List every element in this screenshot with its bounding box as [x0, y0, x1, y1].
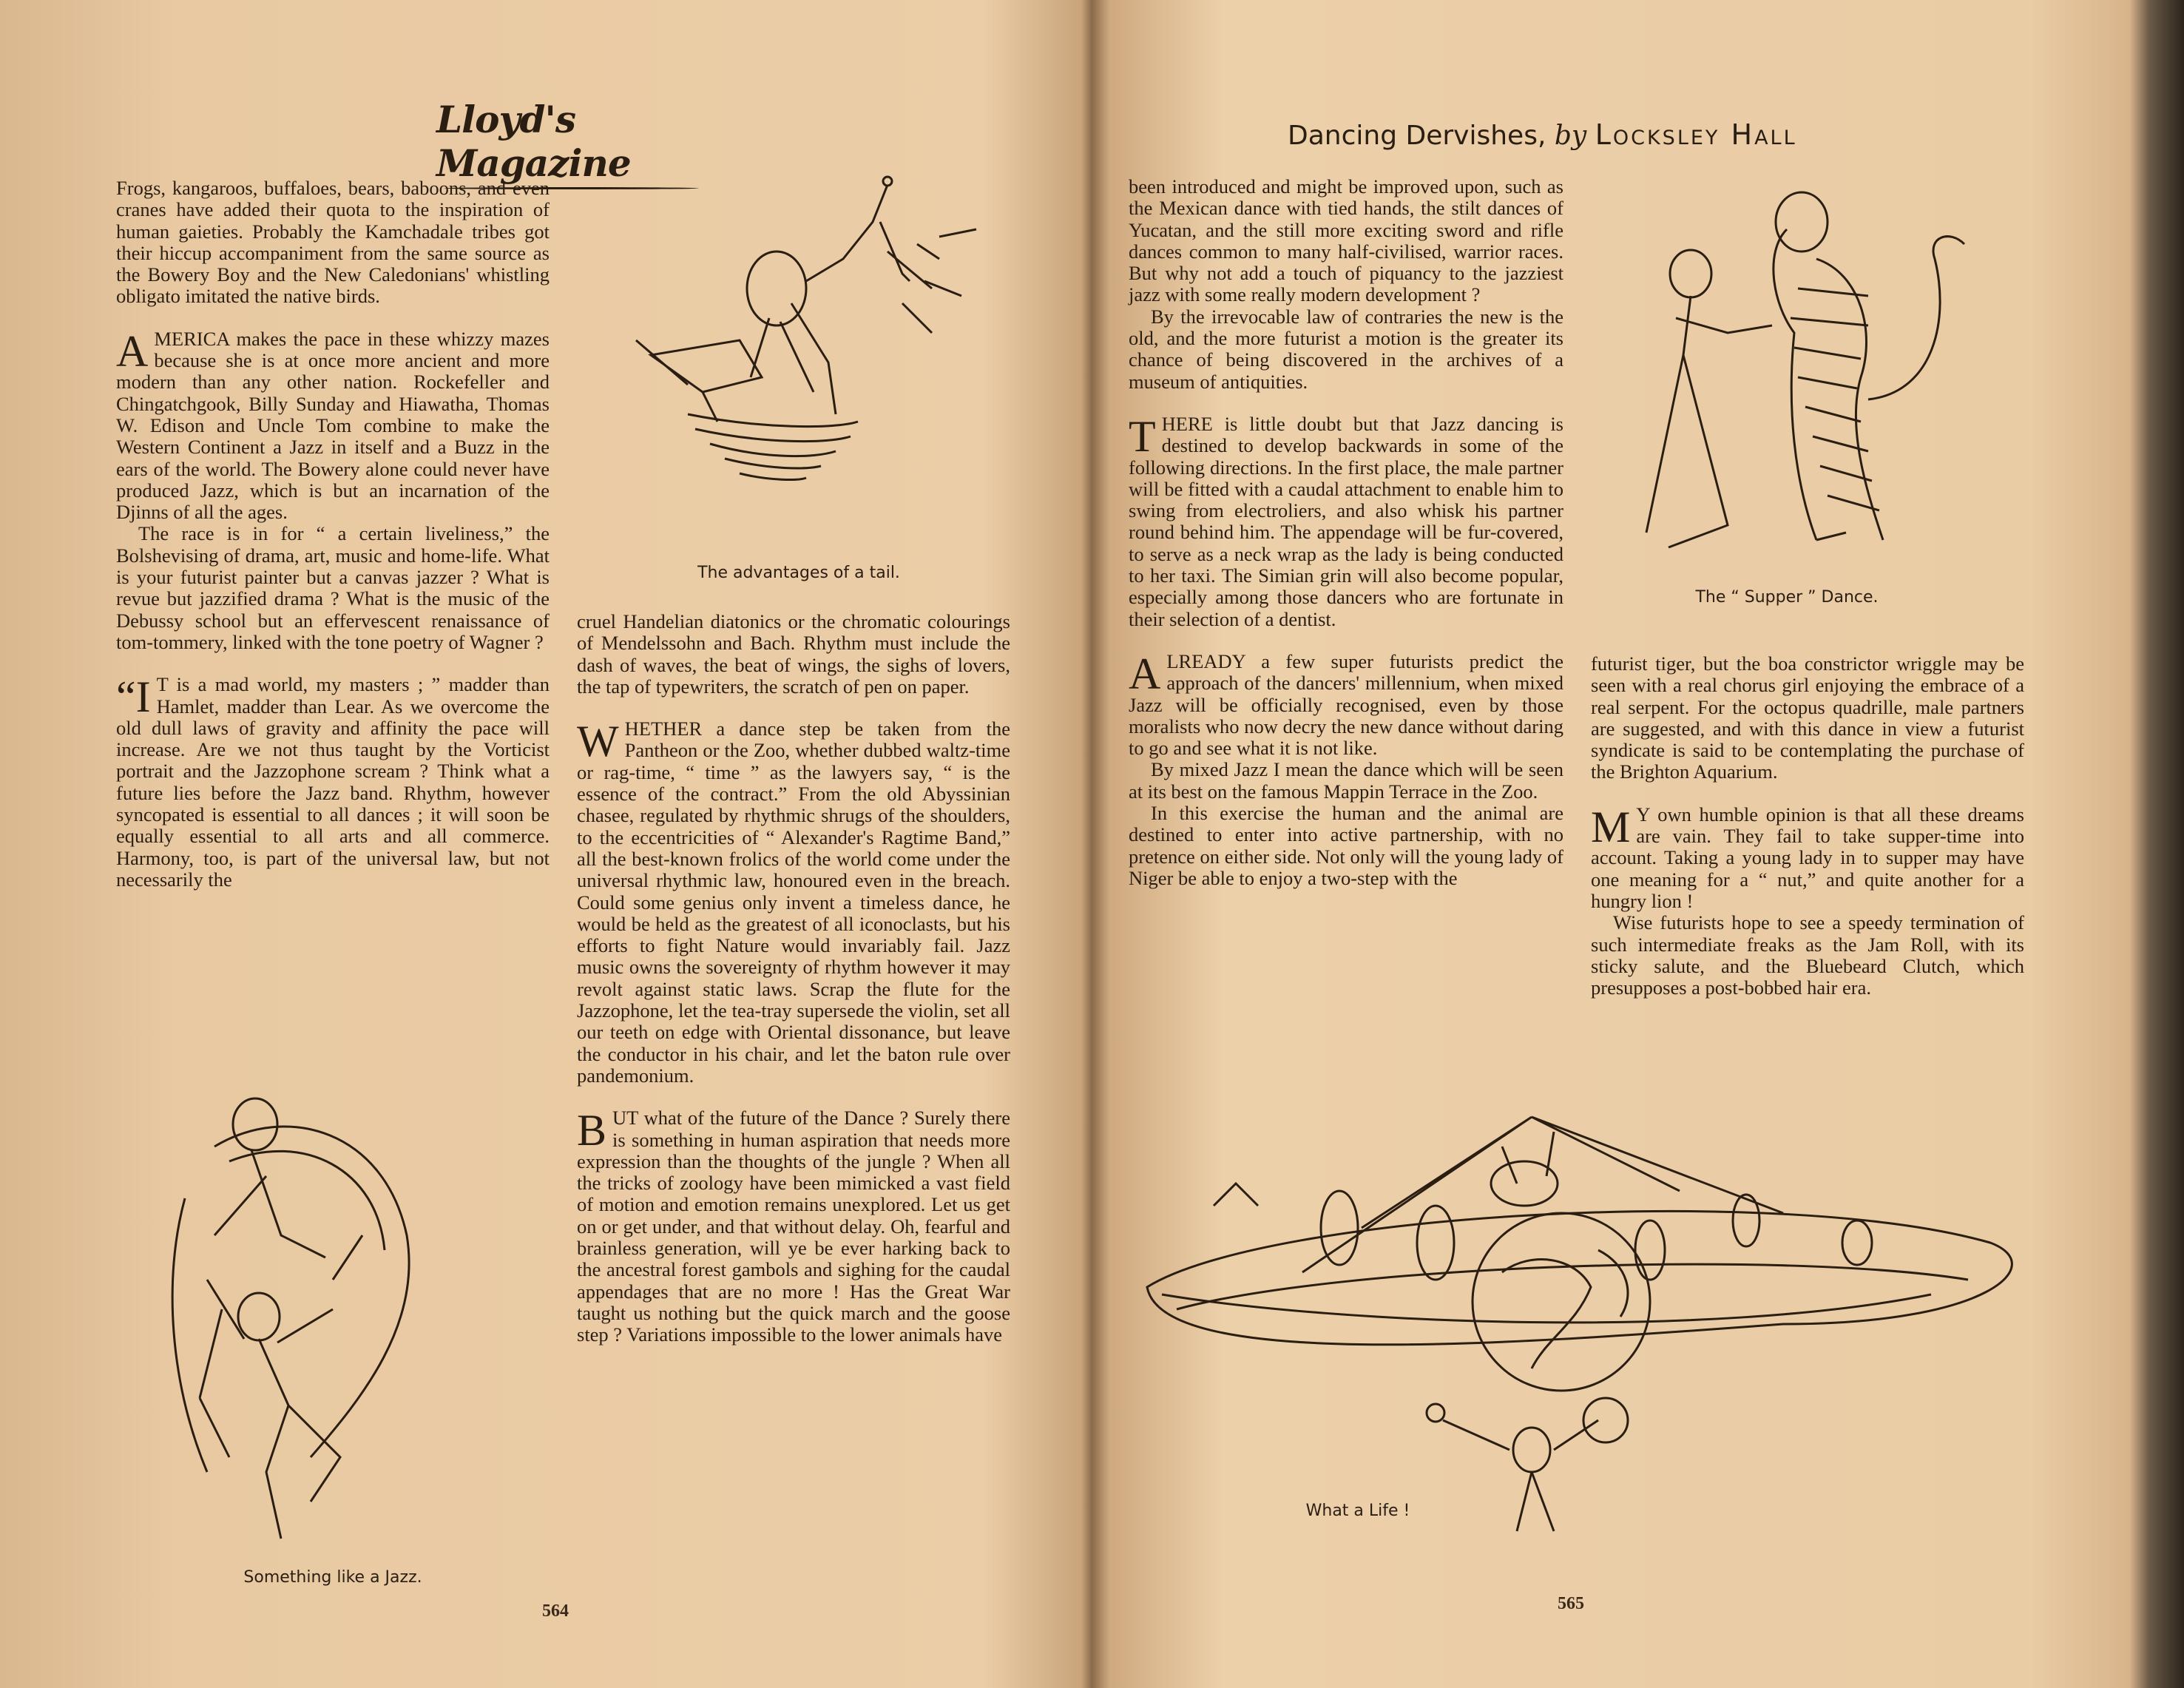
- dropcap: W: [577, 717, 619, 766]
- dropcap: T: [1129, 411, 1156, 461]
- paragraph: By the irrevocable law of contraries the new is the old, and the more futurist a motion is the greater its chance of being discovered in the archives of a museum of antiquities.: [1129, 305, 1563, 393]
- right-page: [1077, 0, 2142, 1688]
- paragraph: Frogs, kangaroos, buffaloes, bears, baboons, and even cranes have added their quota to the inspiration of human gaieties. Probably the Kamchadale tribes got their hiccup accompaniment from the same source as the Bowery Boy and the New Caledonians' whistling obligato imitated the native birds.: [116, 177, 550, 308]
- paragraph: cruel Handelian diatonics or the chromatic colourings of Mendelssohn and Bach. Rhythm must include the dash of waves, the beat of wings, the sighs of lovers, the tap of typewriters, the scratch of pen on paper.: [577, 610, 1010, 698]
- left-column-2: [577, 611, 1010, 1346]
- paragraph: “I T is a mad world, my masters ; ” madder than Hamlet, madder than Lear. As we overcome the old dull laws of gravity and affinity the pace will increase. Are we not thus taught by the Vorticist portrait and the Jazzophone scream ? Think what a future lies before the Jazz band. Rhythm, however syncopated is essential to all dances ; it will soon be equally essential to all arts and all commerce. Harmony, too, is part of the universal law, but not necessarily the: [116, 672, 550, 891]
- world-dance-illustration: [1118, 1102, 2035, 1553]
- byline-by: by: [1554, 121, 1587, 151]
- left-column-1: [116, 178, 550, 891]
- caption-tail: The advantages of a tail.: [697, 564, 900, 582]
- paragraph: ALREADY a few super futurists predict the approach of the dancers' millennium, when mixed Jazz will be officially recognised, even by those moralists who now decry the new dance without daring to go and see what it is not like.: [1129, 649, 1563, 760]
- paragraph: By mixed Jazz I mean the dance which will be seen at its best on the famous Mappin Terrace in the Zoo.: [1129, 758, 1563, 803]
- dropcap: M: [1591, 802, 1631, 851]
- caption-jazz: Something like a Jazz.: [243, 1568, 422, 1587]
- supper-dance-illustration: [1624, 185, 1979, 570]
- paragraph: WHETHER a dance step be taken from the Pantheon or the Zoo, whether dubbed waltz-time or rag-time, “ time ” as the lawyers say, “ is the essence of the contract.” From the old Abyssinian chasee, regulated by rhythmic shrugs of the shoulders, to the eccentricities of “ Alexander's Ragtime Band,” all the best-known frolics of the world come under the universal rhythmic law, honoured even in the breach. Could some genius only invent a timeless dance, he would be held as the greatest of all iconoclasts, but his efforts to fight Nature would invariably fail. Jazz music owns the sovereignty of rhythm however it may revolt against static laws. Scrap the flute for the Jazzophone, let the tea-tray supersede the violin, set all our teeth on edge with Oriental dissonance, but leave the conductor in his chair, and let the baton rule over pandemonium.: [577, 717, 1010, 1087]
- dropcap: A: [1129, 649, 1161, 698]
- author-name: Locksley Hall: [1595, 118, 1797, 151]
- paragraph: AMERICA makes the pace in these whizzy mazes because she is at once more ancient and more modern than any other nation. Rockefeller and Chingatchgook, Billy Sunday and Hiawatha, Thomas W. Edison and Uncle Tom combine to make the Western Continent a Jazz in itself and a Buzz in the ears of the world. The Bowery alone could never have produced Jazz, which is but an incarnation of the Djinns of all the ages.: [116, 326, 550, 524]
- left-page: [0, 0, 1072, 1688]
- paragraph: THERE is little doubt but that Jazz dancing is destined to develop backwards in some of the following directions. In the first place, the male partner will be fitted with a caudal attachment to enable him to swing from electroliers, and also whisk his partner round behind him. The appendage will be fur-covered, to serve as a neck wrap as the lady is being conducted to her taxi. The Simian grin will also become popular, especially among those dancers who are fortunate in their selection of a dentist.: [1129, 411, 1563, 630]
- paragraph: been introduced and might be improved upon, such as the Mexican dance with tied hands, the stilt dances of Yucatan, and the still more exciting sword and rifle dances common to many half-civilised, warrior races. But why not add a touch of piquancy to the jazziest jazz with some really modern development ?: [1129, 175, 1563, 306]
- jazz-dancers-illustration: [141, 1087, 510, 1561]
- paragraph: futurist tiger, but the boa constrictor wriggle may be seen with a real chorus girl enjoying the embrace of a real serpent. For the octopus quadrille, male partners are suggested, and with this dance in view a futurist syndicate is said to be contemplating the purchase of the Brighton Aquarium.: [1591, 652, 2024, 783]
- right-column-1: [1129, 176, 1563, 889]
- caption-life: What a Life !: [1305, 1502, 1410, 1520]
- folio-left: 564: [542, 1601, 569, 1621]
- paragraph: M Y own humble opinion is that all these dreams are vain. They fail to take supper-time into account. Taking a young lady in to supper may have one meaning for a “ nut,” and quite another for a hungry lion !: [1591, 802, 2024, 912]
- dropcap: “I: [116, 672, 151, 722]
- folio-right: 565: [1558, 1594, 1584, 1613]
- article-title: Dancing Dervishes,: [1288, 121, 1546, 151]
- paragraph: BUT what of the future of the Dance ? Surely there is something in human aspiration that needs more expression than the thoughts of the jungle ? When all the tricks of zoology have been mimicked a vast field of motion and emotion remains unexplored. Let us get on or get under, and that without delay. Oh, fearful and brainless generation, will ye be ever harking back to the ancestral forest gambols and sighing for the caudal appendages that are no more ! Has the Great War taught us nothing but the quick march and the goose step ? Variations impossible to the lower animals have: [577, 1106, 1010, 1346]
- tail-dance-illustration: [592, 170, 1006, 555]
- paragraph: In this exercise the human and the animal are destined to enter into active partnership, with no pretence on either side. Not only will the young lady of Niger be able to enjoy a two-step with the: [1129, 802, 1563, 889]
- dropcap: B: [577, 1106, 607, 1155]
- running-head: [1288, 118, 1938, 151]
- dropcap: A: [116, 326, 149, 376]
- right-column-2: [1591, 653, 2024, 999]
- caption-supper: The “ Supper ” Dance.: [1695, 588, 1879, 607]
- paragraph: Wise futurists hope to see a speedy termination of such intermediate freaks as the Jam Roll, with its sticky salute, and the Bluebeard Clutch, which presupposes a post-bobbed hair era.: [1591, 911, 2024, 999]
- paragraph: The race is in for “ a certain liveliness,” the Bolshevising of drama, art, music and home-life. What is your futurist painter but a canvas jazzer ? What is revue but jazzified drama ? What is the music of the Debussy school but an effervescent renaissance of tom-tommery, linked with the tone poetry of Wagner ?: [116, 522, 550, 653]
- masthead: Lloyd's Magazine: [436, 98, 703, 185]
